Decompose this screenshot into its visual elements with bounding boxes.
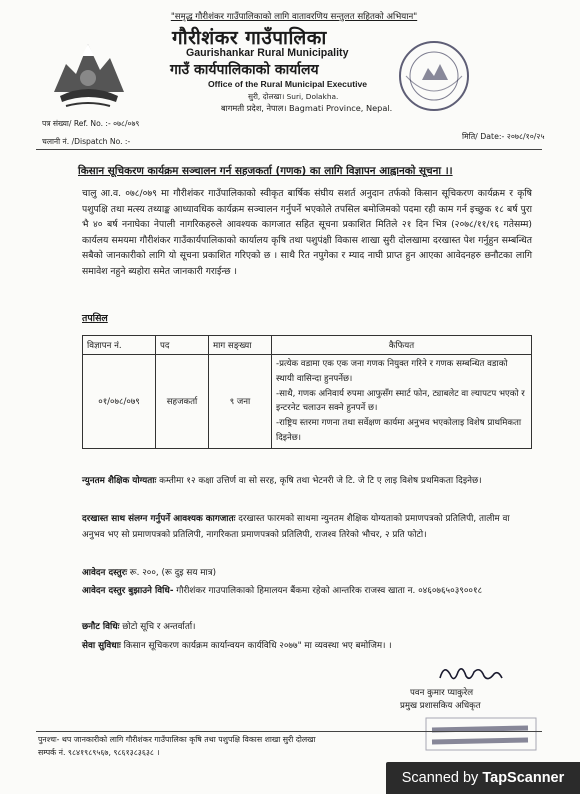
- remark-item: -प्रत्येक वडामा एक एक जना गणक नियुक्त गरिने र गणक सम्बन्धित वडाको स्थायी वासिन्दा हुनपर्नेछ।: [276, 359, 508, 384]
- selection-text: छोटो सूचि र अन्तर्वार्ता।: [122, 622, 196, 632]
- footer-contact: सम्पर्क नं. ९८४१९८९५६७, ९८६१३८३६३८ ।: [38, 748, 160, 757]
- dispatch-number: चलानी नं. /Dispatch No. :-: [42, 137, 131, 146]
- header-divider: [36, 149, 542, 150]
- cell-post: सहजकर्ता: [156, 355, 209, 449]
- notice-body: चालु आ.व. ०७८/०७९ मा गौरीशंकर गाउँपालिकाको स्वीकृत बार्षिक संघीय सशर्त अनुदान तर्फको किसान सूचिकरण कार्यक्रम र कृषि पशुपक्षि तथा मत्स्य तथ्याङ्क आध्यावधिक कार्यक्रम सञ्चालन गर्नुपर्ने भएकोले तपसिल बमोजिमको पदमा रही काम गर्न इच्छुक १८ बर्ष पुरा भै ४० बर्ष ननाघेका नेपाली नागरिकहरुले आवश्यक कागजात सहित सूचना प्रकाशित मितिले २१ दिन भित्र (२०७८/११/१६ गतेसम्म) कार्यलय समयमा गौरीशंकर गाउँकार्यपालिकाको कार्यालय कृषि तथा पशुपंक्षी विकास शाखा सुरी दोलखामा दरखास्त पेश गर्नुहुन सम्बन्धित सबैको जानकारीको लागि यो सूचना प्रकाशित गरिएको छ । साथै रित नपुगेका र म्याद नाघी प्राप्त हुन आएका आवेदनहरु छनौटका लागि समावेश नहुने ब्यहोरा समेत जानकारी गराईन्छ ।: [82, 188, 532, 277]
- service-text: किसान सूचिकरण कार्यक्रम कार्यान्वयन कार्यविधि २०७७" मा व्यवस्था भए बमोजिम। ।: [123, 641, 392, 651]
- remark-item: -राष्ट्रिय स्तरमा गणना तथा सर्वेक्षण कार्यमा अनुभव भएकोलाइ विशेष प्राथमिकता दिइनेछ।: [276, 418, 522, 443]
- letter-date: मिति/ Date:- २०७८/१०/२५: [462, 132, 545, 141]
- vacancy-table: [82, 335, 532, 449]
- reference-number: पत्र संख्या/ Ref. No. :- ०७८/०७९: [42, 119, 140, 128]
- documents-label: दरखास्त साथ संलग्न गर्नुपर्ने आवश्यक कागजातः: [82, 514, 236, 524]
- col-header-post: पद: [156, 336, 209, 355]
- service-section: [82, 638, 532, 654]
- payment-text: गौरीशंकर गाउपालिकाको हिमालयन बैंकमा रहेको आन्तरिक राजस्व खाता न. ०४६०७६५०३९००१८: [176, 586, 483, 596]
- col-header-count: माग सङ्ख्या: [209, 336, 272, 355]
- table-row: [83, 355, 532, 449]
- municipal-emblem-icon: [46, 22, 130, 112]
- office-name-en: Office of the Rural Municipal Executive: [208, 79, 368, 89]
- table-header-row: [83, 336, 532, 355]
- documents-text: दरखास्त फारमको साथमा न्युनतम शैक्षिक योग्यताको प्रमाणपत्रको प्रतिलिपी, तालीम वा अनुभव भए सो प्रमाणपत्रको प्रतिलिपी, नागरिकता प्रमाणपत्रको प्रतिलिपी, राजश्व तिरेको भौचर, २ प्रति फोटो।: [82, 514, 510, 540]
- scanner-watermark: [386, 762, 580, 794]
- payment-label: आवेदन दस्तुर बुझाउने विधि-: [82, 586, 174, 596]
- cell-count: ९ जना: [209, 355, 272, 449]
- tapsil-heading: तपसिल: [82, 313, 108, 324]
- documents-section: [82, 511, 532, 543]
- selection-label: छनौट विधिः: [82, 622, 120, 632]
- watermark-prefix: Scanned by: [401, 770, 483, 786]
- fee-text: रू. २००, (रू दुइ सय मात्र): [129, 568, 217, 578]
- office-name-np: गाउँ कार्यपालिकाको कार्यालय: [170, 62, 319, 78]
- name-stamp-icon: [424, 716, 538, 752]
- qualification-label: न्युनतम शैक्षिक योग्यताः: [82, 476, 157, 486]
- payment-section: [82, 583, 532, 599]
- notice-subject: किसान सूचिकरण कार्यक्रम सञ्चालन गर्न सहजकर्ता (गणक) का लागि विज्ञापन आह्वानको सूचना ।।: [78, 165, 453, 177]
- signatory-name: पवन कुमार प्याकुरेल: [410, 688, 474, 698]
- slogan: "समृद्ध गौरीशंकर गाउँपालिकाको लागि वातावरणिय सन्तुलत सहितको अभियान": [170, 12, 418, 22]
- fee-section: [82, 565, 532, 581]
- cell-remarks: [272, 355, 532, 449]
- remark-item: -साथै, गणक अनिवार्य रुपमा आफुसँग स्मार्ट फोन, ट्याबलेट वा ल्यापटप भएको र इन्टरनेट चलाउन सक्ने हुनपर्ने छ।: [276, 388, 525, 414]
- qualification-text: कम्तीमा १२ कक्षा उत्तिर्ण वा सो सरह, कृषि तथा भेटनरी जे टि. जे टि ए लाइ विशेष प्रथमिकता दिइनेछ।: [159, 476, 482, 486]
- footer-divider: [36, 731, 542, 732]
- selection-section: [82, 619, 532, 635]
- col-header-remarks: कैफियत: [272, 336, 532, 355]
- col-header-ad-no: विज्ञापन नं.: [83, 336, 156, 355]
- municipality-name-np: गौरीशंकर गाउँपालिका: [172, 27, 327, 49]
- qualification-section: [82, 473, 532, 489]
- service-label: सेवा सुविधाः: [82, 641, 121, 651]
- municipality-name-en: Gaurishankar Rural Municipality: [186, 47, 349, 59]
- watermark-brand: TapScanner: [482, 770, 565, 786]
- fee-label: आवेदन दस्तुरः: [82, 568, 127, 578]
- office-round-stamp-icon: [392, 36, 474, 116]
- cell-ad-no: ०१/०७८/०७९: [83, 355, 156, 449]
- signatory-title: प्रमुख प्रशासकिय अधिकृत: [400, 701, 481, 711]
- address-line-1: सुरी, दोलखा। Suri, Dolakha.: [248, 92, 339, 101]
- footer-note: पुनश्चः- थप जानकारीको लागि गौरीशंकर गाउँपालिका कृषि तथा पशुपक्षि विकास शाखा सुरी दोलखा: [38, 735, 316, 744]
- address-line-2: बागमती प्रदेश, नेपाल। Bagmati Province, Nepal.: [221, 103, 393, 113]
